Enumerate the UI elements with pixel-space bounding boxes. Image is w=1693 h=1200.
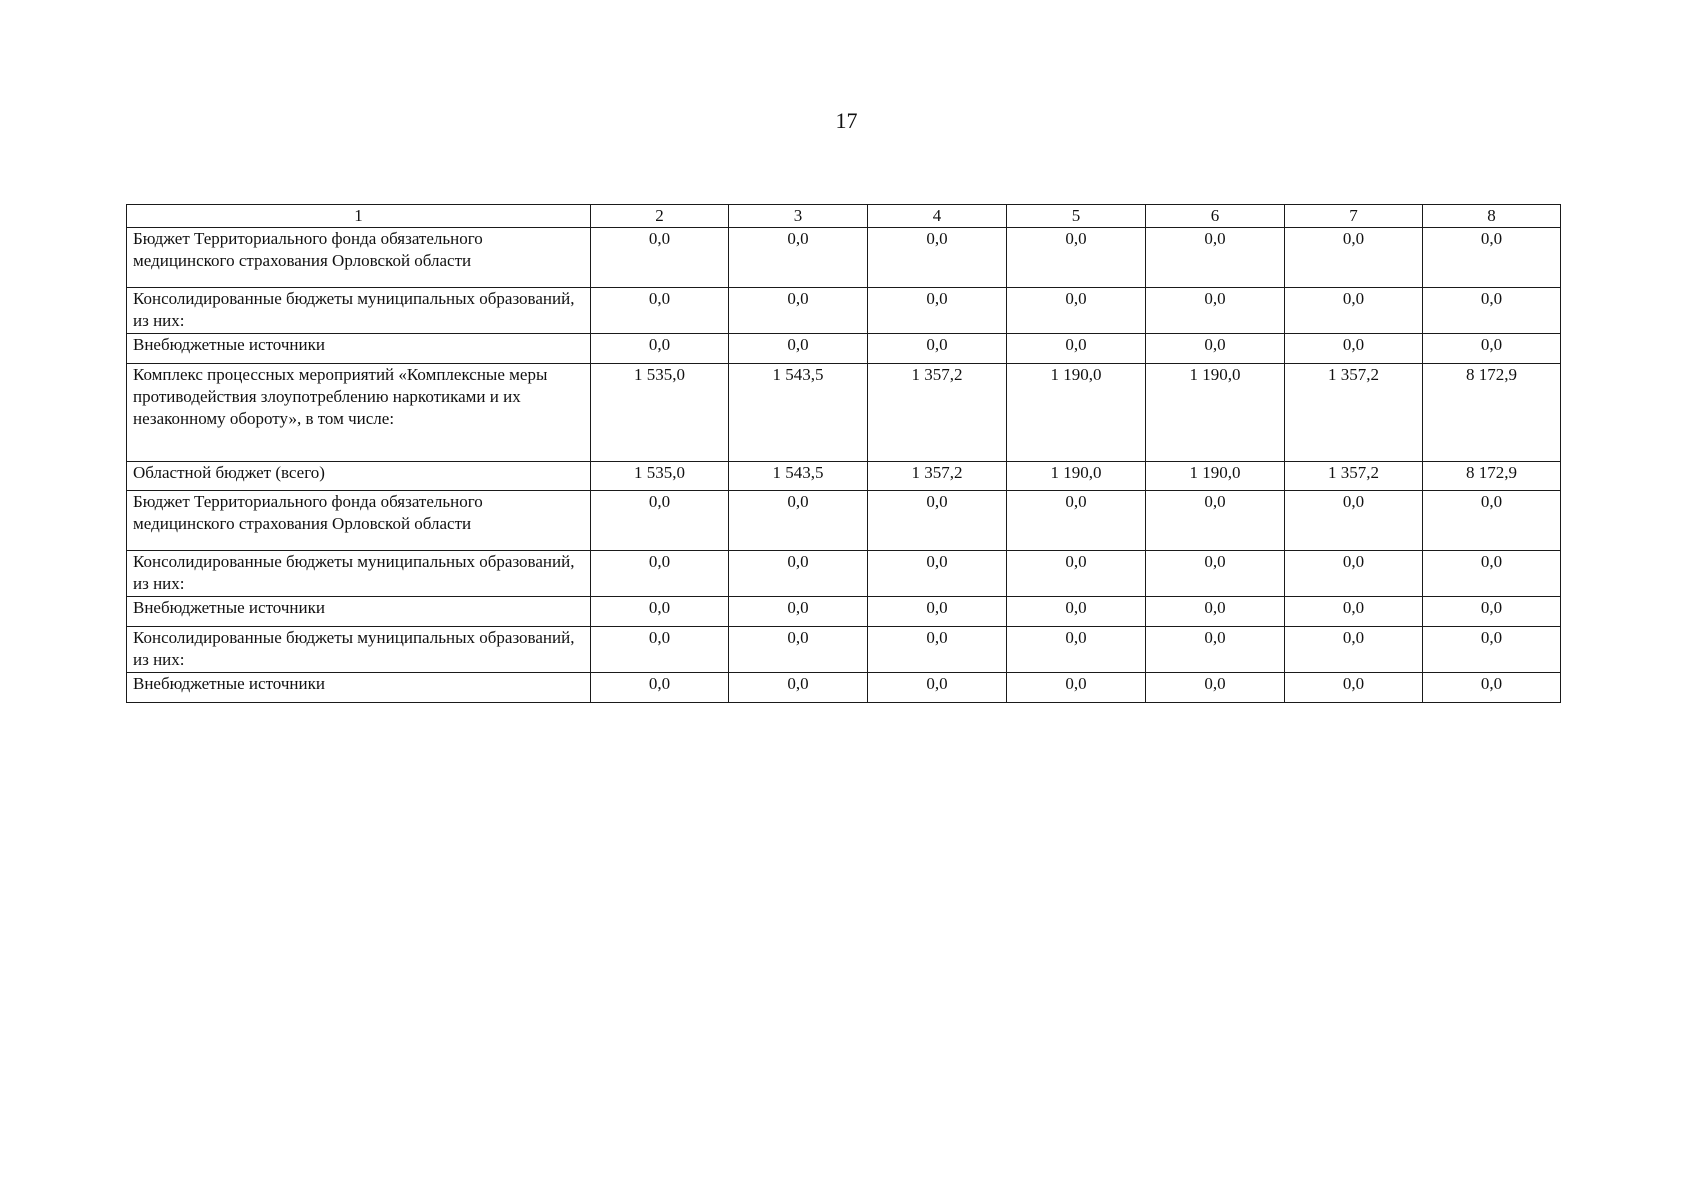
value-cell: 0,0: [1285, 597, 1423, 627]
value-cell: 0,0: [1007, 334, 1146, 364]
value-cell: 0,0: [729, 597, 868, 627]
value-cell: 0,0: [1146, 627, 1285, 673]
value-cell: 0,0: [1007, 627, 1146, 673]
value-cell: 0,0: [1146, 228, 1285, 288]
value-cell: 0,0: [1007, 228, 1146, 288]
header-cell: 5: [1007, 205, 1146, 228]
value-cell: 0,0: [729, 673, 868, 703]
table-row: [127, 334, 1561, 364]
value-cell: 0,0: [868, 334, 1007, 364]
table-row: [127, 597, 1561, 627]
value-cell: 0,0: [729, 491, 868, 551]
value-cell: 0,0: [729, 228, 868, 288]
value-cell: 0,0: [1007, 551, 1146, 597]
row-label: Бюджет Территориального фонда обязательного медицинского страхования Орловской области: [127, 491, 591, 551]
table-row: [127, 462, 1561, 491]
value-cell: 0,0: [868, 627, 1007, 673]
value-cell: 0,0: [1007, 597, 1146, 627]
value-cell: 0,0: [729, 627, 868, 673]
value-cell: 0,0: [868, 597, 1007, 627]
value-cell: 1 190,0: [1007, 364, 1146, 462]
value-cell: 0,0: [1423, 673, 1561, 703]
table-row: [127, 673, 1561, 703]
header-cell: 3: [729, 205, 868, 228]
header-cell: 1: [127, 205, 591, 228]
value-cell: 0,0: [1423, 491, 1561, 551]
row-label: Бюджет Территориального фонда обязательного медицинского страхования Орловской области: [127, 228, 591, 288]
value-cell: 0,0: [1423, 334, 1561, 364]
value-cell: 0,0: [1285, 491, 1423, 551]
row-label: Консолидированные бюджеты муниципальных образований, из них:: [127, 627, 591, 673]
value-cell: 0,0: [1285, 551, 1423, 597]
row-label: Внебюджетные источники: [127, 597, 591, 627]
value-cell: 0,0: [1423, 288, 1561, 334]
value-cell: 0,0: [1285, 627, 1423, 673]
value-cell: 0,0: [591, 228, 729, 288]
table-row: [127, 491, 1561, 551]
table-row: [127, 627, 1561, 673]
value-cell: 0,0: [1146, 288, 1285, 334]
value-cell: 0,0: [1146, 334, 1285, 364]
value-cell: 0,0: [1285, 288, 1423, 334]
value-cell: 1 543,5: [729, 462, 868, 491]
value-cell: 0,0: [1423, 597, 1561, 627]
value-cell: 8 172,9: [1423, 364, 1561, 462]
header-cell: 6: [1146, 205, 1285, 228]
value-cell: 0,0: [1285, 334, 1423, 364]
value-cell: 0,0: [1423, 228, 1561, 288]
value-cell: 0,0: [729, 288, 868, 334]
value-cell: 0,0: [1007, 491, 1146, 551]
value-cell: 8 172,9: [1423, 462, 1561, 491]
value-cell: 0,0: [1146, 551, 1285, 597]
value-cell: 0,0: [1423, 627, 1561, 673]
header-cell: 4: [868, 205, 1007, 228]
value-cell: 0,0: [868, 491, 1007, 551]
value-cell: 1 357,2: [1285, 462, 1423, 491]
value-cell: 1 357,2: [868, 462, 1007, 491]
value-cell: 0,0: [591, 673, 729, 703]
value-cell: 0,0: [591, 288, 729, 334]
row-label: Областной бюджет (всего): [127, 462, 591, 491]
value-cell: 0,0: [1007, 288, 1146, 334]
value-cell: 0,0: [591, 334, 729, 364]
value-cell: 0,0: [868, 288, 1007, 334]
value-cell: 1 543,5: [729, 364, 868, 462]
value-cell: 0,0: [1146, 673, 1285, 703]
table-row: [127, 551, 1561, 597]
value-cell: 0,0: [1285, 228, 1423, 288]
row-label: Внебюджетные источники: [127, 673, 591, 703]
value-cell: 0,0: [868, 228, 1007, 288]
value-cell: 1 190,0: [1146, 462, 1285, 491]
value-cell: 1 357,2: [868, 364, 1007, 462]
value-cell: 1 535,0: [591, 364, 729, 462]
value-cell: 1 357,2: [1285, 364, 1423, 462]
table-row: [127, 364, 1561, 462]
table-row: [127, 288, 1561, 334]
value-cell: 0,0: [1146, 491, 1285, 551]
value-cell: 0,0: [1285, 673, 1423, 703]
value-cell: 0,0: [1423, 551, 1561, 597]
value-cell: 0,0: [1146, 597, 1285, 627]
value-cell: 0,0: [591, 491, 729, 551]
budget-table: [126, 204, 1561, 703]
header-cell: 8: [1423, 205, 1561, 228]
value-cell: 0,0: [591, 597, 729, 627]
value-cell: 1 190,0: [1146, 364, 1285, 462]
table-row: [127, 228, 1561, 288]
value-cell: 0,0: [591, 627, 729, 673]
value-cell: 0,0: [729, 334, 868, 364]
table-body: [127, 228, 1561, 703]
value-cell: 0,0: [591, 551, 729, 597]
value-cell: 1 535,0: [591, 462, 729, 491]
row-label: Консолидированные бюджеты муниципальных образований, из них:: [127, 288, 591, 334]
value-cell: 1 190,0: [1007, 462, 1146, 491]
table-header-row: [127, 205, 1561, 228]
value-cell: 0,0: [1007, 673, 1146, 703]
value-cell: 0,0: [729, 551, 868, 597]
value-cell: 0,0: [868, 551, 1007, 597]
page-number: 17: [835, 108, 858, 133]
value-cell: 0,0: [868, 673, 1007, 703]
row-label: Консолидированные бюджеты муниципальных образований, из них:: [127, 551, 591, 597]
row-label: Внебюджетные источники: [127, 334, 591, 364]
header-cell: 7: [1285, 205, 1423, 228]
row-label: Комплекс процессных мероприятий «Комплексные меры противодействия злоупотреблению наркотиками и их незаконному обороту», в том числе:: [127, 364, 591, 462]
header-cell: 2: [591, 205, 729, 228]
